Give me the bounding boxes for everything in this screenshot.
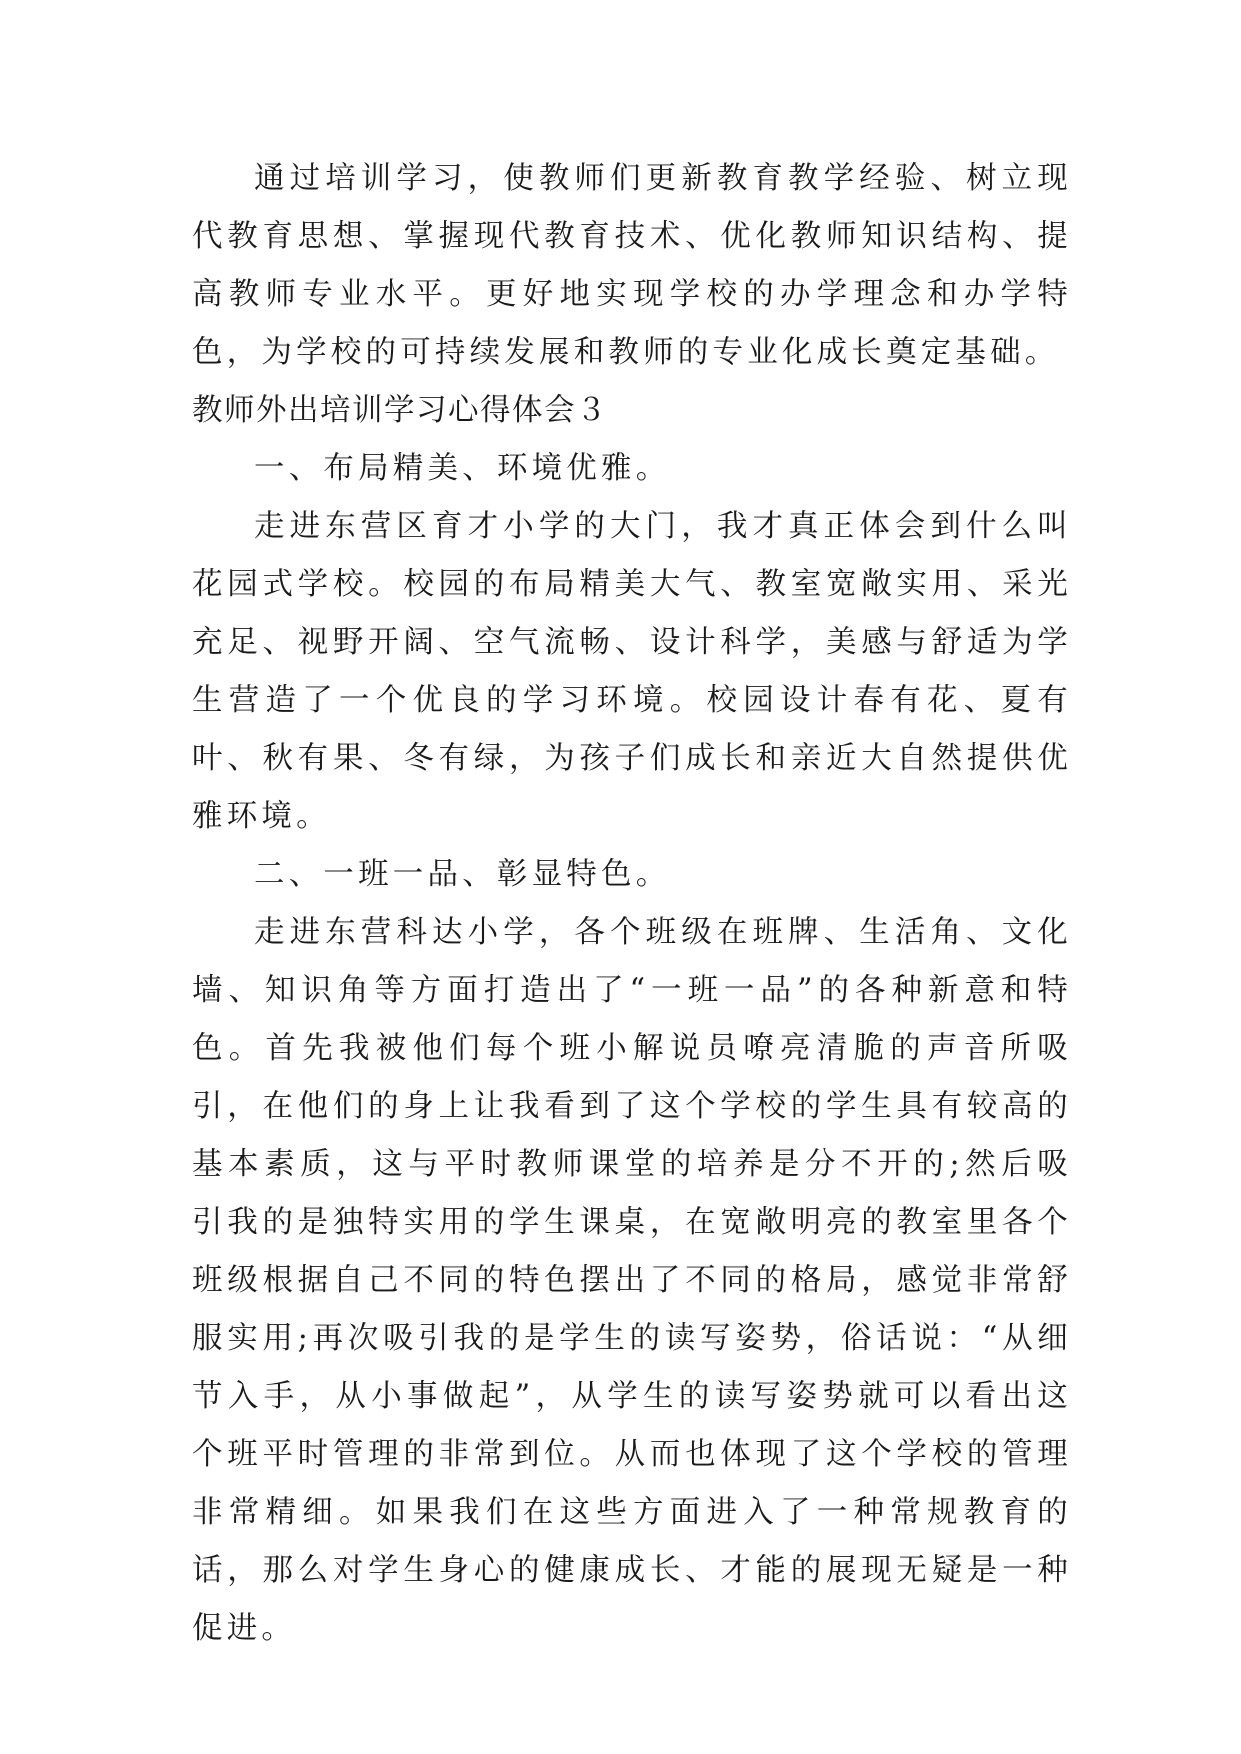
section-title: 教师外出培训学习心得体会３	[192, 393, 608, 428]
document-body	[192, 150, 1072, 1658]
paragraph-training-goals: 通过培训学习，使教师们更新教育教学经验、树立现代教育思想、掌握现代教育技术、优化教师知识结构、提高教师专业水平。更好地实现学校的办学理念和办学特色，为学校的可持续发展和教师的专业化成长奠定基础。	[192, 161, 1072, 370]
paragraph-keda-school: 走进东营科达小学，各个班级在班牌、生活角、文化墙、知识角等方面打造出了“一班一品”的各种新意和特色。首先我被他们每个班小解说员嘹亮清脆的声音所吸引，在他们的身上让我看到了这个学校的学生具有较高的基本素质，这与平时教师课堂的培养是分不开的;然后吸引我的是独特实用的学生课桌，在宽敞明亮的教室里各个班级根据自己不同的特色摆出了不同的格局，感觉非常舒服实用;再次吸引我的是学生的读写姿势，俗话说：“从细节入手，从小事做起”，从学生的读写姿势就可以看出这个班平时管理的非常到位。从而也体现了这个学校的管理非常精细。如果我们在这些方面进入了一种常规教育的话，那么对学生身心的健康成长、才能的展现无疑是一种促进。	[192, 915, 1072, 1646]
subheading-class-features: 二、一班一品、彰显特色。	[254, 857, 671, 892]
paragraph-yucai-school: 走进东营区育才小学的大门，我才真正体会到什么叫花园式学校。校园的布局精美大气、教室宽敞实用、采光充足、视野开阔、空气流畅、设计科学，美感与舒适为学生营造了一个优良的学习环境。校园设计春有花、夏有叶、秋有果、冬有绿，为孩子们成长和亲近大自然提供优雅环境。	[192, 509, 1072, 834]
subheading-layout-environment: 一、布局精美、环境优雅。	[254, 451, 671, 486]
